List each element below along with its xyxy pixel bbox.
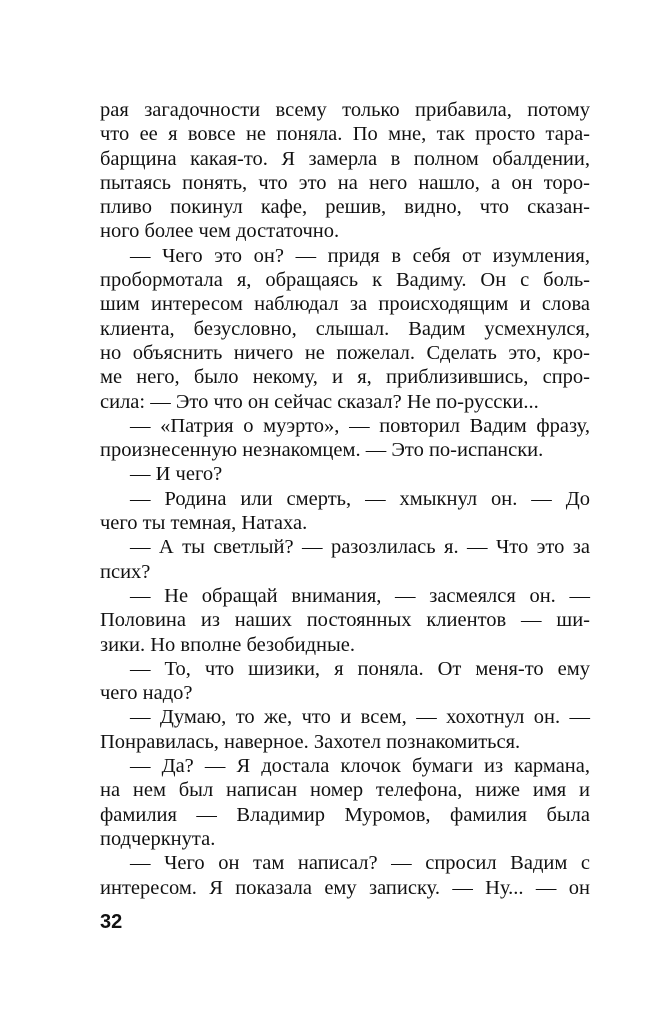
text-line: Понравилась, наверное. Захотел познакомиться. (100, 730, 521, 753)
text-line: барщина какая-то. Я замерла в полном обалдении, (100, 147, 590, 170)
text-line: — То, что шизики, я поняла. От меня-то ему (130, 657, 590, 680)
text-line: — Думаю, то же, что и всем, — хохотнул он. — (130, 706, 590, 729)
text-line: сила: — Это что он сейчас сказал? Не по-русски... (100, 390, 539, 413)
text-line: ного более чем достаточно. (100, 220, 340, 243)
text-line: произнесенную незнакомцем. — Это по-испански. (100, 439, 544, 462)
text-line: Половина из наших постоянных клиентов — ши- (100, 609, 590, 632)
text-line: пытаясь понять, что это на него нашло, а он торо- (100, 171, 590, 194)
text-line: — Родина или смерть, — хмыкнул он. — До (130, 487, 590, 510)
text-line: ме него, было некому, и я, приблизившись, спро- (100, 366, 590, 389)
text-line: пробормотала я, обращаясь к Вадиму. Он с боль- (100, 269, 590, 292)
text-line: — Чего он там написал? — спросил Вадим с (130, 852, 590, 875)
text-line: на нем был написан номер телефона, ниже имя и (100, 779, 590, 802)
text-line: — Не обращай внимания, — засмеялся он. — (130, 584, 590, 607)
text-line: чего надо? (100, 682, 193, 705)
text-line: — Чего это он? — придя в себя от изумления, (130, 244, 590, 267)
text-line: чего ты темная, Натаха. (100, 512, 308, 535)
text-line: что ее я вовсе не поняла. По мне, так просто тара- (100, 123, 590, 146)
text-line: клиента, безусловно, слышал. Вадим усмехнулся, (100, 317, 590, 340)
text-line: — А ты светлый? — разозлилась я. — Что это за (130, 536, 590, 559)
text-line: псих? (100, 560, 151, 583)
text-line: зики. Но вполне безобидные. (100, 633, 356, 656)
text-line: — Да? — Я достала клочок бумаги из кармана, (130, 755, 590, 778)
page-number: 32 (100, 911, 123, 933)
text-line: но объяснить ничего не пожелал. Сделать это, кро- (100, 341, 590, 364)
text-line: — «Патрия о муэрто», — повторил Вадим фразу, (130, 414, 590, 437)
text-line: — И чего? (130, 463, 223, 486)
page-text-block (100, 98, 590, 900)
text-line: шим интересом наблюдал за происходящим и слова (100, 293, 590, 316)
text-line: пливо покинул кафе, решив, видно, что сказан- (100, 196, 590, 219)
text-line: фамилия — Владимир Муромов, фамилия была (100, 803, 590, 826)
text-line: рая загадочности всему только прибавила, потому (100, 99, 590, 121)
text-line: подчеркнута. (100, 827, 216, 850)
text-line: интересом. Я показала ему записку. — Ну... — он (100, 876, 590, 899)
